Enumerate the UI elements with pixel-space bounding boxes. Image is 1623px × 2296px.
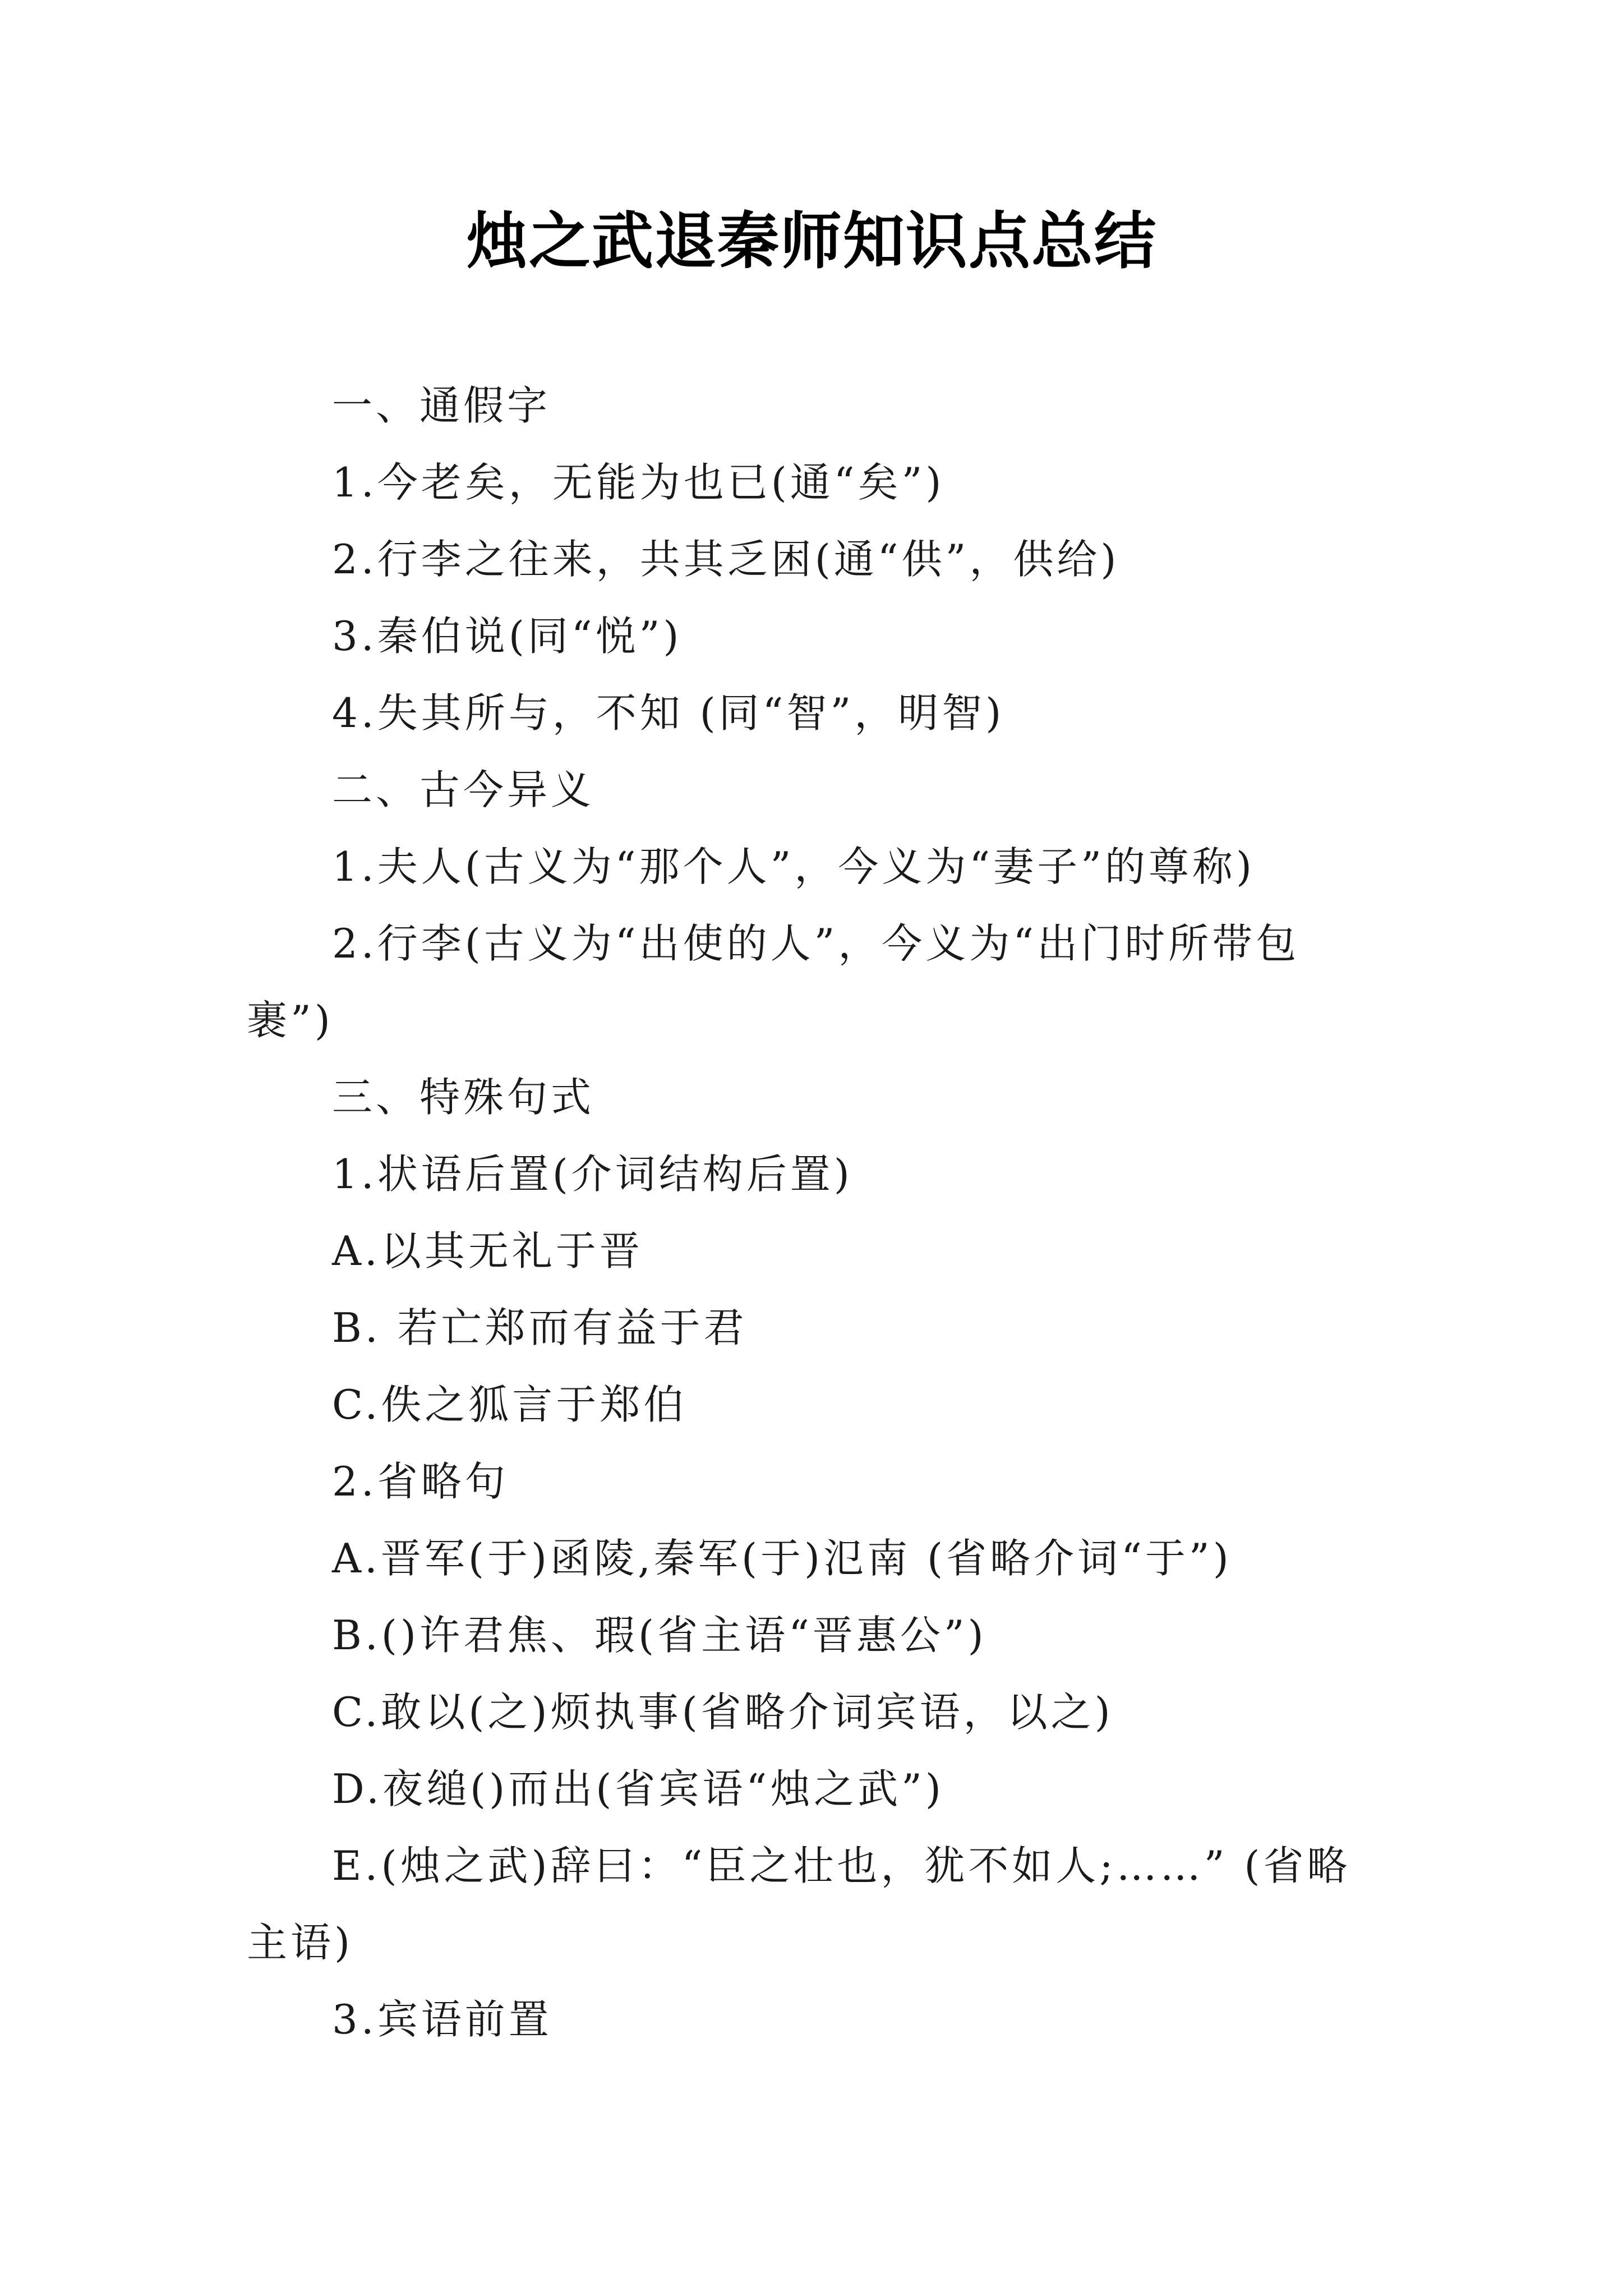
text-line: 1.今老矣，无能为也已(通“矣”) <box>332 459 945 506</box>
text-line: 2.行李之往来，共其乏困(通“供”，供给) <box>332 536 1120 583</box>
section-heading-tongjiazi: 一、通假字 <box>332 382 551 429</box>
text-line-continued: 主语) <box>247 1919 354 1966</box>
text-line: B. 若亡郑而有益于君 <box>332 1304 748 1351</box>
text-line: C.佚之狐言于郑伯 <box>332 1381 688 1428</box>
text-line: C.敢以(之)烦执事(省略介词宾语，以之) <box>332 1688 1114 1736</box>
document-body <box>247 367 1402 2058</box>
text-line: 2.行李(古义为“出使的人”，今义为“出门时所带包 <box>332 920 1300 967</box>
text-line: A.晋军(于)函陵,秦军(于)氾南 (省略介词“于”) <box>332 1535 1232 1582</box>
text-line: 3.宾语前置 <box>332 1996 552 2043</box>
section-heading-teshujushi: 三、特殊句式 <box>332 1074 595 1121</box>
text-line: A.以其无礼于晋 <box>332 1227 643 1274</box>
text-line: E.(烛之武)辞曰：“臣之壮也，犹不如人;……” (省略 <box>332 1842 1351 1889</box>
text-line: 3.秦伯说(同“悦”) <box>332 613 683 660</box>
text-line: 2.省略句 <box>332 1458 509 1505</box>
text-line: 1.状语后置(介词结构后置) <box>332 1151 853 1198</box>
section-heading-gujinyiyi: 二、古今异义 <box>332 766 595 813</box>
text-line: B.()许君焦、瑕(省主语“晋惠公”) <box>332 1612 987 1659</box>
text-line: 1.夫人(古义为“那个人”，今义为“妻子”的尊称) <box>332 843 1256 890</box>
text-line-continued: 裹”) <box>247 997 334 1044</box>
document-title: 烛之武退秦师知识点总结 <box>466 205 1157 277</box>
text-line: 4.失其所与，不知 (同“智”，明智) <box>332 689 1005 737</box>
text-line: D.夜缒()而出(省宾语“烛之武”) <box>332 1765 945 1812</box>
